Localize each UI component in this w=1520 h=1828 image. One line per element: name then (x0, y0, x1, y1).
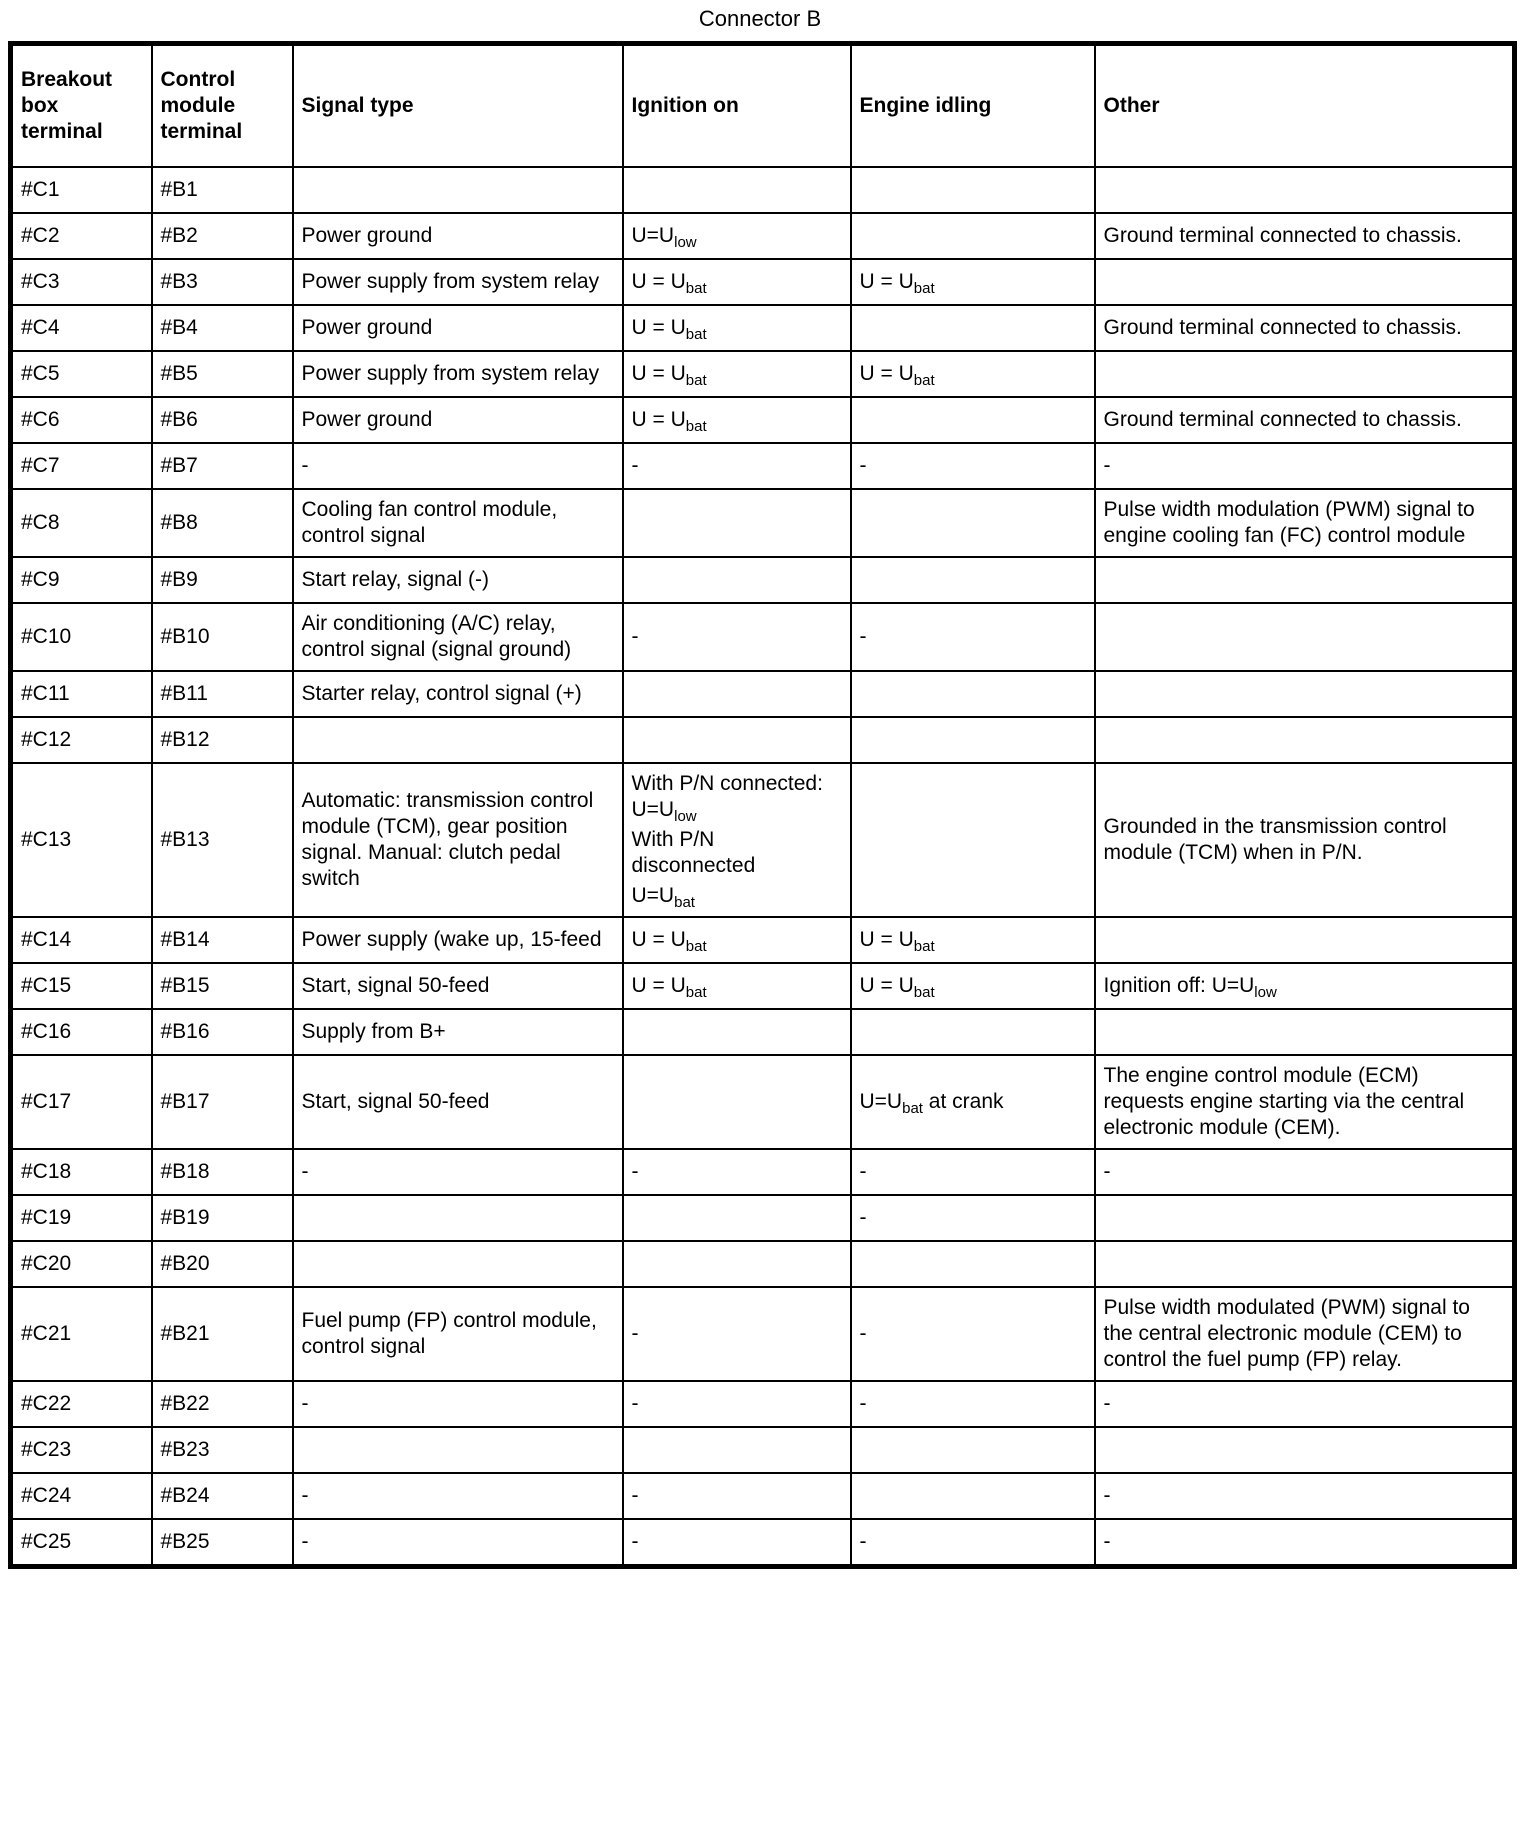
cell-other: - (1095, 1473, 1515, 1519)
cell-signal: Start, signal 50-feed (293, 1055, 623, 1149)
cell-idling: - (851, 1149, 1095, 1195)
cell-module: #B20 (152, 1241, 293, 1287)
cell-breakout: #C3 (11, 259, 152, 305)
cell-idling (851, 1241, 1095, 1287)
cell-ignition (623, 1427, 851, 1473)
cell-module: #B5 (152, 351, 293, 397)
cell-idling: $U = U_{bat}$ (851, 917, 1095, 963)
cell-other (1095, 717, 1515, 763)
cell-breakout: #C24 (11, 1473, 152, 1519)
cell-idling: - (851, 1381, 1095, 1427)
cell-breakout: #C13 (11, 763, 152, 917)
cell-module: #B12 (152, 717, 293, 763)
cell-ignition: $U = U_{bat}$ (623, 917, 851, 963)
cell-breakout: #C1 (11, 167, 152, 213)
cell-ignition (623, 167, 851, 213)
cell-breakout: #C25 (11, 1519, 152, 1567)
column-header-other: Other (1095, 44, 1515, 168)
table-row (11, 213, 1515, 259)
cell-ignition (623, 1009, 851, 1055)
column-header-ignition: Ignition on (623, 44, 851, 168)
cell-breakout: #C4 (11, 305, 152, 351)
cell-breakout: #C5 (11, 351, 152, 397)
table-row (11, 1055, 1515, 1149)
table-row (11, 1195, 1515, 1241)
cell-signal (293, 1195, 623, 1241)
table-row (11, 1519, 1515, 1567)
cell-idling (851, 167, 1095, 213)
cell-breakout: #C6 (11, 397, 152, 443)
cell-breakout: #C23 (11, 1427, 152, 1473)
cell-signal: - (293, 1381, 623, 1427)
cell-ignition: - (623, 603, 851, 671)
cell-ignition: $U = U_{bat}$ (623, 259, 851, 305)
cell-module: #B17 (152, 1055, 293, 1149)
cell-module: #B19 (152, 1195, 293, 1241)
cell-idling (851, 305, 1095, 351)
cell-idling (851, 489, 1095, 557)
cell-ignition: - (623, 1287, 851, 1381)
cell-idling (851, 1473, 1095, 1519)
cell-module: #B24 (152, 1473, 293, 1519)
cell-signal: - (293, 1473, 623, 1519)
cell-signal: Cooling fan control module, control signal (293, 489, 623, 557)
table-row (11, 603, 1515, 671)
cell-ignition: With P/N connected: $U=U_{low}$ With P/N disconnected $U=U_{bat}$ (623, 763, 851, 917)
cell-other: - (1095, 443, 1515, 489)
table-row (11, 1427, 1515, 1473)
cell-ignition: - (623, 443, 851, 489)
cell-breakout: #C20 (11, 1241, 152, 1287)
cell-signal: Start relay, signal (-) (293, 557, 623, 603)
cell-signal: Starter relay, control signal (+) (293, 671, 623, 717)
cell-module: #B22 (152, 1381, 293, 1427)
cell-ignition (623, 1195, 851, 1241)
table-row (11, 397, 1515, 443)
cell-idling (851, 397, 1095, 443)
cell-signal (293, 1427, 623, 1473)
cell-idling (851, 557, 1095, 603)
table-row (11, 1473, 1515, 1519)
cell-other: Ground terminal connected to chassis. (1095, 305, 1515, 351)
cell-signal (293, 1241, 623, 1287)
table-row (11, 557, 1515, 603)
cell-ignition: $U = U_{bat}$ (623, 963, 851, 1009)
cell-other (1095, 603, 1515, 671)
table-row (11, 1287, 1515, 1381)
cell-module: #B1 (152, 167, 293, 213)
table-row (11, 259, 1515, 305)
cell-ignition (623, 671, 851, 717)
cell-signal: - (293, 1519, 623, 1567)
cell-ignition: - (623, 1381, 851, 1427)
cell-module: #B9 (152, 557, 293, 603)
cell-breakout: #C16 (11, 1009, 152, 1055)
table-row (11, 917, 1515, 963)
cell-ignition: - (623, 1473, 851, 1519)
cell-module: #B10 (152, 603, 293, 671)
cell-idling: - (851, 603, 1095, 671)
cell-signal: Air conditioning (A/C) relay, control signal (signal ground) (293, 603, 623, 671)
cell-ignition: $U=U_{low}$ (623, 213, 851, 259)
cell-other (1095, 671, 1515, 717)
table-row (11, 1149, 1515, 1195)
cell-ignition (623, 1055, 851, 1149)
cell-module: #B14 (152, 917, 293, 963)
cell-module: #B6 (152, 397, 293, 443)
cell-signal: - (293, 1149, 623, 1195)
cell-idling: $U = U_{bat}$ (851, 963, 1095, 1009)
column-header-module: Control module terminal (152, 44, 293, 168)
cell-signal: Automatic: transmission control module (TCM), gear position signal. Manual: clutch pedal switch (293, 763, 623, 917)
cell-signal: Power supply from system relay (293, 351, 623, 397)
cell-other (1095, 167, 1515, 213)
cell-signal: - (293, 443, 623, 489)
cell-breakout: #C10 (11, 603, 152, 671)
cell-idling: - (851, 1287, 1095, 1381)
cell-idling: $U = U_{bat}$ (851, 351, 1095, 397)
cell-ignition (623, 557, 851, 603)
table-row (11, 1241, 1515, 1287)
cell-breakout: #C19 (11, 1195, 152, 1241)
cell-idling (851, 1009, 1095, 1055)
cell-breakout: #C12 (11, 717, 152, 763)
cell-module: #B16 (152, 1009, 293, 1055)
page-title: Connector B (698, 6, 822, 31)
cell-breakout: #C11 (11, 671, 152, 717)
cell-breakout: #C15 (11, 963, 152, 1009)
cell-module: #B15 (152, 963, 293, 1009)
cell-other (1095, 351, 1515, 397)
cell-ignition: $U = U_{bat}$ (623, 305, 851, 351)
cell-module: #B21 (152, 1287, 293, 1381)
cell-other (1095, 1427, 1515, 1473)
table-row (11, 763, 1515, 917)
cell-module: #B13 (152, 763, 293, 917)
connector-b-table (8, 41, 1517, 1569)
table-row (11, 167, 1515, 213)
cell-module: #B3 (152, 259, 293, 305)
table-body (11, 167, 1515, 1567)
table-row (11, 1009, 1515, 1055)
cell-other: - (1095, 1519, 1515, 1567)
cell-signal: Start, signal 50-feed (293, 963, 623, 1009)
cell-module: #B7 (152, 443, 293, 489)
cell-breakout: #C22 (11, 1381, 152, 1427)
cell-idling (851, 763, 1095, 917)
cell-idling: - (851, 1519, 1095, 1567)
cell-ignition (623, 489, 851, 557)
cell-other: Ground terminal connected to chassis. (1095, 213, 1515, 259)
cell-idling (851, 717, 1095, 763)
cell-breakout: #C8 (11, 489, 152, 557)
cell-signal: Power ground (293, 305, 623, 351)
cell-idling: - (851, 1195, 1095, 1241)
cell-other (1095, 259, 1515, 305)
cell-module: #B2 (152, 213, 293, 259)
table-row (11, 305, 1515, 351)
cell-other: Ground terminal connected to chassis. (1095, 397, 1515, 443)
header-row (11, 44, 1515, 168)
cell-signal (293, 167, 623, 213)
table-row (11, 443, 1515, 489)
cell-breakout: #C7 (11, 443, 152, 489)
cell-signal: Power ground (293, 213, 623, 259)
cell-idling: $U=U_{bat}$ at crank (851, 1055, 1095, 1149)
table-row (11, 1381, 1515, 1427)
column-header-breakout: Breakout box terminal (11, 44, 152, 168)
cell-breakout: #C9 (11, 557, 152, 603)
cell-other: Grounded in the transmission control module (TCM) when in P/N. (1095, 763, 1515, 917)
cell-ignition: - (623, 1519, 851, 1567)
cell-signal (293, 717, 623, 763)
cell-other (1095, 1195, 1515, 1241)
cell-signal: Fuel pump (FP) control module, control signal (293, 1287, 623, 1381)
cell-ignition: - (623, 1149, 851, 1195)
column-header-idling: Engine idling (851, 44, 1095, 168)
cell-other (1095, 1241, 1515, 1287)
table-header (11, 44, 1515, 168)
cell-other (1095, 557, 1515, 603)
table-row (11, 489, 1515, 557)
cell-idling: - (851, 443, 1095, 489)
cell-signal: Power supply from system relay (293, 259, 623, 305)
cell-module: #B25 (152, 1519, 293, 1567)
cell-other: - (1095, 1381, 1515, 1427)
column-header-signal: Signal type (293, 44, 623, 168)
cell-breakout: #C21 (11, 1287, 152, 1381)
cell-module: #B8 (152, 489, 293, 557)
table-row (11, 963, 1515, 1009)
table-row (11, 351, 1515, 397)
cell-module: #B11 (152, 671, 293, 717)
cell-ignition (623, 1241, 851, 1287)
cell-breakout: #C18 (11, 1149, 152, 1195)
cell-other: Pulse width modulated (PWM) signal to the central electronic module (CEM) to control the fuel pump (FP) relay. (1095, 1287, 1515, 1381)
cell-ignition: $U = U_{bat}$ (623, 397, 851, 443)
cell-other (1095, 917, 1515, 963)
cell-other: The engine control module (ECM) requests engine starting via the central electronic module (CEM). (1095, 1055, 1515, 1149)
cell-signal: Power supply (wake up, 15-feed (293, 917, 623, 963)
cell-module: #B18 (152, 1149, 293, 1195)
table-row (11, 671, 1515, 717)
cell-breakout: #C17 (11, 1055, 152, 1149)
cell-other: Ignition off: $U=U_{low}$ (1095, 963, 1515, 1009)
cell-other: - (1095, 1149, 1515, 1195)
cell-other: Pulse width modulation (PWM) signal to engine cooling fan (FC) control module (1095, 489, 1515, 557)
table-row (11, 717, 1515, 763)
cell-signal: Power ground (293, 397, 623, 443)
cell-idling (851, 213, 1095, 259)
cell-idling: $U = U_{bat}$ (851, 259, 1095, 305)
cell-module: #B23 (152, 1427, 293, 1473)
cell-breakout: #C2 (11, 213, 152, 259)
cell-breakout: #C14 (11, 917, 152, 963)
cell-other (1095, 1009, 1515, 1055)
cell-ignition (623, 717, 851, 763)
cell-signal: Supply from B+ (293, 1009, 623, 1055)
cell-idling (851, 671, 1095, 717)
cell-module: #B4 (152, 305, 293, 351)
cell-idling (851, 1427, 1095, 1473)
cell-ignition: $U = U_{bat}$ (623, 351, 851, 397)
